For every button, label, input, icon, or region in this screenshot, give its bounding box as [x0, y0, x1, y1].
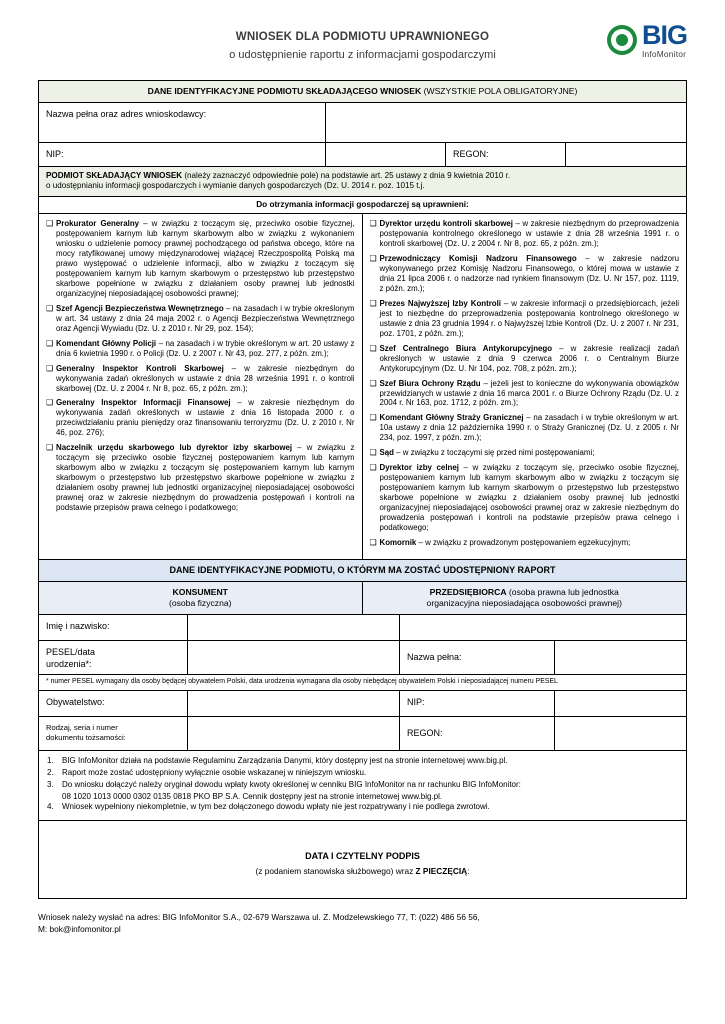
document-label [38, 717, 188, 751]
logo-wordmark [642, 22, 687, 58]
note-text: Raport może zostać udostępniony wyłącznie osobie wskazanej w niniejszym wniosku. [62, 768, 367, 777]
document-header [38, 22, 687, 80]
note-text: Wniosek wypełniony niekompletnie, w tym bez dołączonego dowodu wpłaty nie jest rozpatrywany i nie podlega zwrotowi. [62, 802, 490, 812]
entitled-checkbox-item[interactable]: ❑ Dyrektor izby celnej – w związku z toczącym się, przeciwko osobie fizycznej, postępowaniem karnym lub karnym skarbowym albo w związku z toczącym się postępowaniem karnym lub karnym skarbowym o przestępstwo lub przestępstwo skarbowe popełnione w związku z działaniem osoby prawnej lub jednostki organizacyjnej nieposiadającej osobowości prawnej oraz w zakresie niezbędnym do prowadzenia postępowań i kontroli na podstawie przepisów prawa celnego i podatkowego; [370, 463, 680, 533]
entrepreneur-head-sub: organizacyjna nieposiadająca osobowości prawnej) [426, 598, 622, 609]
note-number: 4. [47, 802, 54, 812]
subject-legal-basis [38, 167, 687, 197]
notes-list [38, 751, 687, 821]
entitled-left-column [39, 214, 363, 559]
note-text: BIG InfoMonitor działa na podstawie Regulaminu Zarządzania Danymi, który dostępny jest na stronie internetowej www.big.pl. [62, 756, 508, 766]
consumer-head [38, 582, 363, 615]
signature-title: DATA I CZYTELNY PODPIS [305, 851, 420, 862]
entrepreneur-top-blank [400, 615, 687, 641]
footer-line-1: Wniosek należy wysłać na adres: BIG InfoMonitor S.A., 02-679 Warszawa ul. Z. Modzelewskiego 77, T: (022) 486 56 56, [38, 912, 480, 923]
entitled-checkbox-item[interactable]: ❑ Komornik – w związku z prowadzonym postępowaniem egzekucyjnym; [370, 538, 680, 548]
entitled-columns [38, 214, 687, 560]
consumer-name-input[interactable] [188, 615, 400, 641]
note-subtext: 08 1020 1013 0000 0302 0135 0818 PKO BP S.A. Cennik dostępny jest na stronie internetowej www.big.pl. [62, 791, 443, 801]
consumer-name-row [38, 615, 687, 641]
consumer-pesel-label-line2: urodzenia*: [46, 658, 92, 669]
applicant-nip-label: NIP: [38, 143, 326, 167]
entitled-checkbox-item[interactable]: ❑ Generalny Inspektor Informacji Finansowej – w zakresie niezbędnym do wykonywania zadań określonych w ustawie z dnia 16 listopada 2000 r. o przeciwdziałaniu praniu pieniędzy oraz finansowaniu terroryzmu (Dz. U. z 2010 r. Nr 46, poz. 276); [46, 398, 355, 438]
entrepreneur-regon-input[interactable] [555, 717, 687, 751]
document-regon-row [38, 717, 687, 751]
big-infomonitor-logo [607, 22, 687, 58]
section1-band-bold: DANE IDENTYFIKACYJNE PODMIOTU SKŁADAJĄCEGO WNIOSEK [147, 86, 422, 96]
consumer-pesel-label [38, 641, 188, 675]
applicant-nip-input[interactable] [326, 143, 446, 167]
entrepreneur-regon-label: REGON: [400, 717, 555, 751]
section1-band-rest: (WSZYSTKIE POLA OBLIGATORYJNE) [421, 86, 578, 96]
subject-legal-line1-bold: PODMIOT SKŁADAJĄCY WNIOSEK [46, 171, 183, 180]
signature-subtitle [39, 866, 686, 877]
signature-box[interactable] [38, 821, 687, 899]
consumer-name-label: Imię i nazwisko: [38, 615, 188, 641]
entrepreneur-nip-input[interactable] [555, 691, 687, 717]
entitled-checkbox-item[interactable]: ❑ Dyrektor urzędu kontroli skarbowej – w zakresie niezbędnym do przeprowadzenia postępowania kontrolnego określonego w ustawie z dnia 28 września 1991 r. o kontroli skarbowej (Dz. U. z 2004 r. Nr 8, poz. 65, z późn. zm.); [370, 219, 680, 249]
entitled-checkbox-item[interactable]: ❑ Komendant Główny Straży Granicznej – na zasadach i w trybie określonym w art. 10a ustawy z dnia 12 października 1990 r. o Straży Granicznej (Dz. U. z 2005 r. Nr 234, poz. 1997, z późn. zm.); [370, 413, 680, 443]
entitled-checkbox-item[interactable]: ❑ Szef Centralnego Biura Antykorupcyjnego – w zakresie realizacji zadań określonych w ustawie z dnia 9 czerwca 2006 r. o Centralnym Biurze Antykorupcyjnym (Dz. U. Nr 104, poz. 708, z późn. zm.); [370, 344, 680, 374]
entitled-checkbox-item[interactable]: ❑ Komendant Główny Policji – na zasadach i w trybie określonym w art. 20 ustawy z dnia 6 kwietnia 1990 r. o Policji (Dz. U. z 2007 r. Nr 43, poz. 277, z późn. zm.); [46, 339, 355, 359]
entitled-checkbox-item[interactable]: ❑ Szef Biura Ochrony Rządu – jeżeli jest to konieczne do wykonywania obowiązków przewidzianych w ustawie z dnia 16 marca 2001 r. o Biurze Ochrony Rządu (Dz. U. z 2004 r. Nr 163, poz. 1712, z późn. zm.); [370, 379, 680, 409]
consumer-head-title: KONSUMENT [172, 587, 228, 598]
entrepreneur-head [363, 582, 688, 615]
consumer-pesel-row [38, 641, 687, 675]
entrepreneur-fullname-label-2: Nazwa pełna: [400, 641, 555, 675]
footer-line-2: M: bok@infomonitor.pl [38, 924, 121, 935]
signature-sub-bold: Z PIECZĘCIĄ [415, 865, 468, 876]
entrepreneur-head-title: PRZEDSIĘBIORCA [429, 587, 507, 598]
subject-legal-line2: o udostępnianiu informacji gospodarczych i wymianie danych gospodarczych (Dz. U. 2014 r. poz. 1015 t.j. [46, 181, 425, 191]
entitled-checkbox-item[interactable]: ❑ Sąd – w związku z toczącymi się przed nimi postępowaniami; [370, 448, 680, 458]
note-number: 1. [47, 756, 54, 766]
applicant-nip-regon-row [38, 143, 687, 167]
entrepreneur-nip-label: NIP: [400, 691, 555, 717]
applicant-name-label: Nazwa pełna oraz adres wnioskodawcy: [38, 103, 326, 143]
section1-band [38, 80, 687, 103]
subject-legal-line1-rest: (należy zaznaczyć odpowiednie pole) na podstawie art. 25 ustawy z dnia 9 kwietnia 2010 r. [182, 171, 511, 180]
entitled-checkbox-item[interactable]: ❑ Generalny Inspektor Kontroli Skarbowej – w zakresie niezbędnym do wykonywania zadań określonych w ustawie z dnia 28 września 1991 r. o kontroli skarbowej (Dz. U. z 2004 r. Nr 8, poz. 65, z późn. zm.); [46, 364, 355, 394]
logo-infomonitor-text: InfoMonitor [641, 49, 687, 59]
entitled-header: Do otrzymania informacji gospodarczej są uprawnieni: [38, 197, 687, 215]
document-label-line2: dokumentu tożsamości: [46, 732, 126, 742]
note-number: 2. [47, 768, 54, 777]
note-item [47, 802, 678, 813]
title-block [38, 22, 687, 62]
entrepreneur-head-rest: (osoba prawna lub jednostka [506, 587, 619, 598]
applicant-name-row [38, 103, 687, 143]
note-text: Do wniosku dołączyć należy oryginał dowodu wpłaty kwoty określonej w cenniku BIG InfoMonitor na nr rachunku BIG InfoMonitor: [62, 779, 521, 789]
applicant-name-input[interactable] [326, 103, 687, 143]
entitled-checkbox-item[interactable]: ❑ Naczelnik urzędu skarbowego lub dyrektor izby skarbowej – w związku z toczącym się przeciwko osobie fizycznej postępowaniem karnym lub karnym skarbowym albo w związku z toczącym się postępowaniem karnym lub karnym skarbowym o przestępstwo lub przestępstwo skarbowe popełnione w związku z działaniem osoby prawnej lub jednostki organizacyjnej nieposiadającej osobowości prawnej oraz w zakresie niezbędnym do prowadzenia postępowań i kontroli na podstawie przepisów prawa celnego i podatkowego; [46, 443, 355, 513]
citizenship-input[interactable] [188, 691, 400, 717]
entitled-checkbox-item[interactable]: ❑ Przewodniczący Komisji Nadzoru Finansowego – w zakresie nadzoru wykonywanego przez Komisję Nadzoru Finansowego, o której mowa w ustawie z dnia 21 lipca 2006 r. o nadzorze nad rynkiem finansowym (Dz. U. Nr 157, poz. 1119, z późn. zm.); [370, 254, 680, 294]
signature-sub-post: : [467, 865, 470, 876]
document-footer [38, 911, 687, 935]
consumer-head-sub: (osoba fizyczna) [168, 598, 232, 609]
section2-band: DANE IDENTYFIKACYJNE PODMIOTU, O KTÓRYM MA ZOSTAĆ UDOSTĘPNIONY RAPORT [38, 560, 687, 583]
applicant-regon-input[interactable] [566, 143, 687, 167]
note-item [47, 780, 678, 791]
consumer-pesel-input[interactable] [188, 641, 400, 675]
citizenship-label: Obywatelstwo: [38, 691, 188, 717]
document-label-line1: Rodzaj, seria i numer [46, 723, 118, 733]
section2-heads [38, 582, 687, 615]
entitled-checkbox-item[interactable]: ❑ Prokurator Generalny – w związku z toczącym się, przeciwko osobie fizycznej, postępowaniem karnym lub karnym skarbowym albo w związku z wykonaniem wniosku o udzielenie pomocy prawnej pochodzącego od państwa obcego, które na mocy ratyfikowanej umowy międzynarodowej wiążącej Rzeczpospolitą Polską ma prawo występować o udzielenie informacji, albo w związku z toczącym się postępowaniem karnym lub karnym skarbowym o przestępstwo lub przestępstwo skarbowe popełnione w związku z działaniem osoby prawnej lub jednostki organizacyjnej nieposiadającej osobowości prawnej; [46, 219, 355, 299]
logo-big-text: BIG [641, 20, 687, 50]
page-subtitle: o udostępnienie raportu z informacjami gospodarczymi [229, 48, 496, 61]
logo-circle-icon [607, 25, 637, 55]
note-item [47, 768, 678, 779]
entitled-checkbox-item[interactable]: ❑ Prezes Najwyższej Izby Kontroli – w zakresie informacji o przedsiębiorcach, jeżeli jest to niezbędne do przeprowadzenia postępowania kontrolnego określonego w ustawie z dnia 23 grudnia 1994 r. o Najwyższej Izbie Kontroli (Dz. U. z 2007 r. Nr 231, poz. 1701, z późn. zm.); [370, 299, 680, 339]
page-title: WNIOSEK DLA PODMIOTU UPRAWNIONEGO [235, 31, 490, 43]
subject-legal-line1 [46, 171, 679, 181]
signature-sub-pre: (z podaniem stanowiska służbowego) wraz [255, 865, 416, 876]
pesel-note: * numer PESEL wymagany dla osoby będącej obywatelem Polski, data urodzenia wymagana dla osoby niebędącej obywatelem Polski i nieposiadającej numeru PESEL [38, 675, 687, 691]
entitled-checkbox-item[interactable]: ❑ Szef Agencji Bezpieczeństwa Wewnętrznego – na zasadach i w trybie określonym w art. 34 ustawy z dnia 24 maja 2002 r. o Agencji Bezpieczeństwa Wewnętrznego oraz Agencji Wywiadu (Dz. U. z 2010 r. Nr 29, poz. 154); [46, 304, 355, 334]
consumer-pesel-label-line1: PESEL/data [46, 647, 96, 658]
entrepreneur-fullname-input[interactable] [555, 641, 687, 675]
citizenship-nip-row [38, 691, 687, 717]
entitled-right-column [363, 214, 687, 559]
note-number: 3. [47, 779, 54, 789]
applicant-regon-label: REGON: [446, 143, 566, 167]
note-item [47, 756, 678, 767]
document-input[interactable] [188, 717, 400, 751]
